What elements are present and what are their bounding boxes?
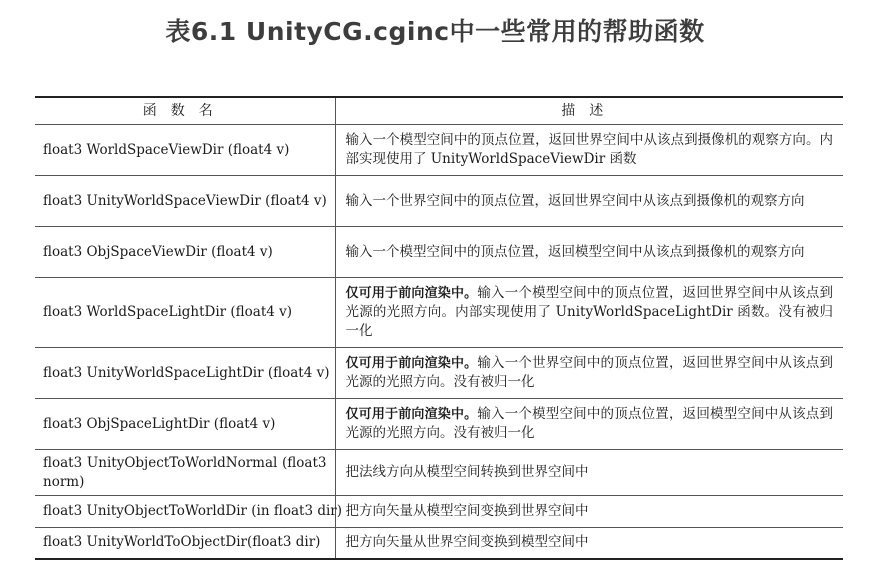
description-text: 把方向矢量从模型空间变换到世界空间中	[345, 503, 589, 519]
table-row	[35, 528, 843, 559]
column-header-description: 描述	[335, 97, 843, 125]
table-header-row	[35, 97, 843, 125]
function-signature: float3 ObjSpaceViewDir (float4 v)	[35, 227, 335, 278]
table-title: 表6.1 UnityCG.cginc中一些常用的帮助函数	[165, 17, 705, 46]
function-description	[335, 496, 843, 528]
function-description	[335, 125, 843, 176]
table-row	[35, 348, 843, 399]
function-description	[335, 450, 843, 496]
function-signature: float3 UnityWorldSpaceViewDir (float4 v)	[35, 176, 335, 227]
function-signature: float3 UnityObjectToWorldNormal (float3 norm)	[35, 450, 335, 496]
table-row	[35, 125, 843, 176]
function-description	[335, 399, 843, 450]
table-row	[35, 278, 843, 348]
function-description	[335, 348, 843, 399]
forward-rendering-note: 仅可用于前向渲染中。	[345, 356, 478, 371]
helper-functions-table	[35, 96, 843, 560]
description-text: 输入一个世界空间中的顶点位置，返回世界空间中从该点到摄像机的观察方向	[345, 192, 805, 209]
description-text: 输入一个模型空间中的顶点位置，返回世界空间中从该点到光源的光照方向。内部实现使用了 UnityWorldSpaceLightDir 函数。没有被归一化	[345, 285, 833, 339]
function-signature: float3 UnityObjectToWorldDir (in float3 dir)	[35, 496, 335, 528]
description-text: 输入一个世界空间中的顶点位置，返回世界空间中从该点到光源的光照方向。没有被归一化	[345, 355, 833, 390]
description-text: 把方向矢量从世界空间变换到模型空间中	[345, 534, 589, 551]
description-text: 输入一个模型空间中的顶点位置，返回模型空间中从该点到摄像机的观察方向	[345, 243, 805, 260]
function-description	[335, 528, 843, 559]
function-signature: float3 WorldSpaceLightDir (float4 v)	[35, 278, 335, 348]
forward-rendering-note: 仅可用于前向渲染中。	[345, 286, 478, 301]
function-signature: float3 ObjSpaceLightDir (float4 v)	[35, 399, 335, 450]
forward-rendering-note: 仅可用于前向渲染中。	[345, 407, 478, 422]
function-description	[335, 227, 843, 278]
description-text: 把法线方向从模型空间转换到世界空间中	[345, 464, 589, 480]
description-text: 输入一个模型空间中的顶点位置，返回模型空间中从该点到光源的光照方向。没有被归一化	[345, 406, 833, 441]
function-description	[335, 278, 843, 348]
table-row	[35, 227, 843, 278]
function-signature: float3 UnityWorldToObjectDir(float3 dir)	[35, 528, 335, 559]
table-row	[35, 399, 843, 450]
column-header-name: 函数名	[35, 97, 335, 125]
description-text: 输入一个模型空间中的顶点位置，返回世界空间中从该点到摄像机的观察方向。内部实现使用了 UnityWorldSpaceViewDir 函数	[345, 132, 833, 167]
table-row	[35, 176, 843, 227]
table-row	[35, 450, 843, 496]
function-signature: float3 UnityWorldSpaceLightDir (float4 v)	[35, 348, 335, 399]
function-signature: float3 WorldSpaceViewDir (float4 v)	[35, 125, 335, 176]
function-description	[335, 176, 843, 227]
table-row	[35, 496, 843, 528]
